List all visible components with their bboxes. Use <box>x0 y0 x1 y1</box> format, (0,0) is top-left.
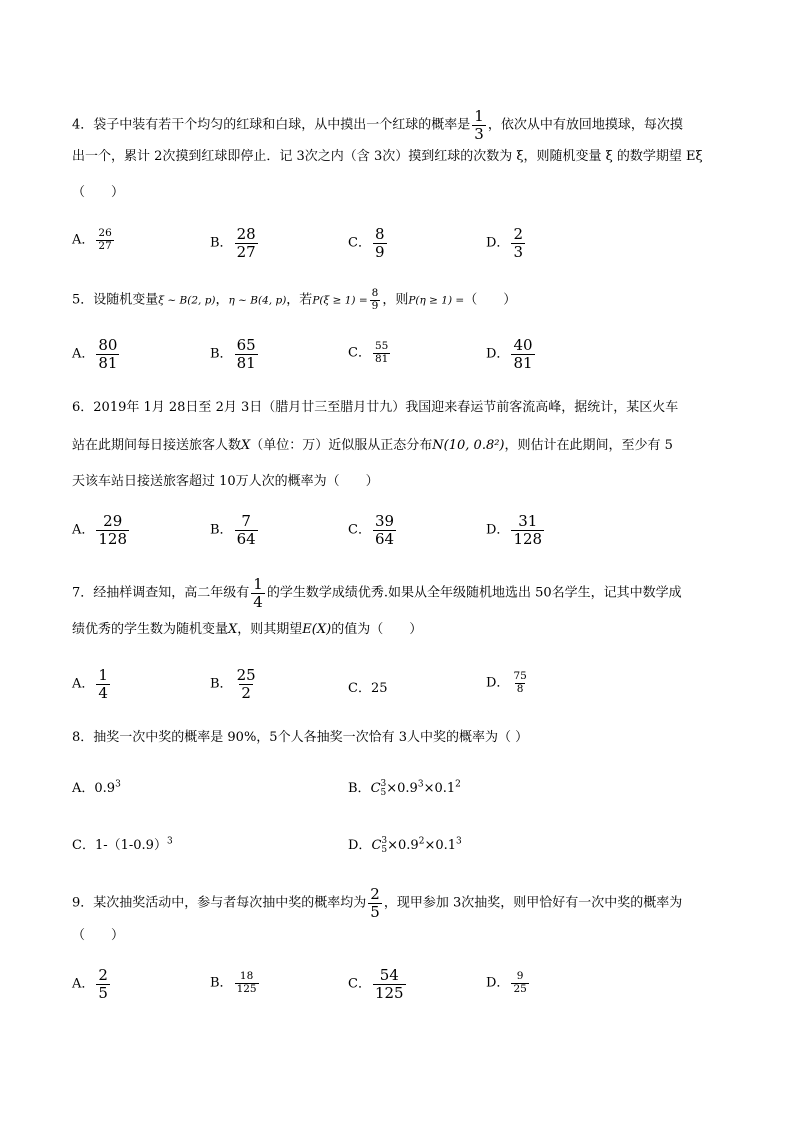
option-fraction <box>373 513 396 547</box>
q4-option-d <box>486 226 527 260</box>
frac-den: 9 <box>374 242 385 261</box>
q6-text-a: 站在此期间每日接送旅客人数 <box>72 438 242 453</box>
q7-option-a <box>72 667 112 701</box>
q5-option-d <box>486 337 537 371</box>
frac-num: 39 <box>374 512 395 530</box>
q7-option-c <box>348 677 388 696</box>
frac-num: 7 <box>241 512 251 530</box>
q9-option-a <box>72 967 112 1001</box>
option-value: 25 <box>370 681 388 696</box>
q9-fraction <box>368 886 382 920</box>
option-fraction <box>96 228 113 252</box>
frac-num: 1 <box>474 107 484 125</box>
frac-den: 64 <box>374 529 395 548</box>
frac-den: 5 <box>370 902 380 921</box>
option-exponent: 3 <box>115 779 121 790</box>
q8-option-c <box>72 834 173 853</box>
q8-option-b <box>348 777 461 798</box>
q4-text-a: 4．袋子中装有若干个均匀的红球和白球，从中摸出一个红球的概率是 <box>72 117 471 133</box>
q5-fraction <box>370 288 381 312</box>
frac-num: 28 <box>236 225 256 243</box>
q6-text-b: （单位：万）近似服从正态分布 <box>250 438 433 453</box>
option-fraction <box>96 337 119 371</box>
option-text: 1-（1-0.9） <box>94 838 167 853</box>
comb-sup: 3 <box>381 835 388 846</box>
q4-text-b: ，依次从中有放回地摸球，每次摸 <box>487 117 683 133</box>
option-label: A． <box>72 676 95 692</box>
frac-num: 9 <box>516 970 524 982</box>
option-base: 0.9 <box>94 781 116 796</box>
q7-stem-line2 <box>72 620 422 640</box>
term1-exp: 3 <box>417 779 424 790</box>
frac-den: 27 <box>236 242 256 261</box>
option-label: C． <box>72 838 95 853</box>
frac-num: 2 <box>370 885 380 903</box>
q9-text-a: 9．某次抽奖活动中，参与者每次抽中奖的概率均为 <box>72 895 367 911</box>
frac-num: 8 <box>374 225 385 243</box>
q5-text-c: ，则 <box>382 292 409 308</box>
option-fraction <box>96 667 110 701</box>
option-label: B． <box>210 522 233 538</box>
option-label: C． <box>348 235 371 251</box>
option-fraction <box>96 513 129 547</box>
option-fraction <box>235 971 259 995</box>
option-fraction <box>511 337 534 371</box>
q7-text-b: 的学生数学成绩优秀.如果从全年级随机地选出 50名学生，记其中数学成 <box>266 585 682 601</box>
q9-option-d <box>486 971 531 995</box>
frac-den: 128 <box>98 529 128 548</box>
frac-num: 80 <box>98 336 118 354</box>
frac-den: 81 <box>513 353 533 372</box>
q9-stem-line1 <box>72 886 682 920</box>
option-fraction <box>511 971 528 995</box>
term1-exp: 2 <box>418 836 425 847</box>
option-fraction <box>235 513 258 547</box>
option-fraction <box>373 226 387 260</box>
q9-option-b <box>210 971 261 995</box>
q4-option-b <box>210 226 260 260</box>
frac-num: 1 <box>253 575 263 593</box>
frac-den: 81 <box>98 353 118 372</box>
q4-stem-line1 <box>72 108 683 142</box>
frac-den: 8 <box>516 682 524 695</box>
frac-den: 9 <box>371 299 379 312</box>
q7-option-b <box>210 667 260 701</box>
q5-text-a: 5．设随机变量 <box>72 292 159 308</box>
q6-stem-line2 <box>72 436 673 456</box>
option-label: B． <box>210 235 233 251</box>
option-label: B． <box>210 975 233 991</box>
frac-num: 75 <box>513 670 527 682</box>
q9-text-b: ，现甲参加 3次抽奖，则甲恰好有一次中奖的概率为 <box>383 895 683 911</box>
term1: ×0.9 <box>387 838 419 853</box>
frac-num: 31 <box>518 512 538 530</box>
comb-sub: 5 <box>381 844 388 855</box>
frac-den: 4 <box>98 683 108 702</box>
q8-option-d <box>348 834 462 855</box>
q5-sep: ， <box>215 292 229 308</box>
q5-option-b <box>210 337 260 371</box>
option-label: A． <box>72 346 95 362</box>
q6-text-c: ，则估计在此期间，至少有 5 <box>504 438 673 453</box>
frac-num: 65 <box>236 336 256 354</box>
option-fraction <box>511 671 528 695</box>
q6-option-c <box>348 513 398 547</box>
option-label: A． <box>72 232 95 248</box>
q6-option-a <box>72 513 131 547</box>
frac-num: 8 <box>371 287 379 299</box>
frac-den: 3 <box>513 242 523 261</box>
option-fraction <box>235 667 258 701</box>
comb-sub: 5 <box>380 787 387 798</box>
frac-den: 128 <box>513 529 543 548</box>
option-fraction <box>511 226 525 260</box>
q5-cond: P(ξ ≥ 1) = <box>312 294 368 307</box>
option-fraction <box>96 967 110 1001</box>
option-label: A． <box>72 522 95 538</box>
q6-stem-line3: 天该车站日接送旅客超过 10万人次的概率为（ ） <box>72 474 379 489</box>
q5-option-c <box>348 341 392 365</box>
term2: ×0.1 <box>424 838 457 853</box>
frac-num: 55 <box>374 340 389 352</box>
frac-num: 2 <box>513 225 523 243</box>
q9-option-c <box>348 967 408 1001</box>
frac-den: 25 <box>513 982 527 995</box>
q7-expect: E(X) <box>302 622 332 637</box>
frac-num: 2 <box>98 966 108 984</box>
option-label: D． <box>486 346 510 362</box>
q5-option-a <box>72 337 121 371</box>
frac-den: 3 <box>474 124 484 143</box>
q6-stem-line1: 6．2019年 1月 28日至 2月 3日（腊月廿三至腊月廿九）我国迎来春运节前客流高峰，据统计，某区火车 <box>72 400 679 415</box>
option-label: D． <box>486 235 510 251</box>
q7-stem-line1 <box>72 576 682 610</box>
q6-var: X <box>241 438 251 453</box>
frac-num: 54 <box>379 966 399 984</box>
frac-num: 26 <box>98 227 112 239</box>
q7-text-c2: 的值为（ ） <box>331 622 423 637</box>
option-label: A． <box>72 976 95 992</box>
q5-stem <box>72 288 516 312</box>
q5-text-b: ，若 <box>286 292 313 308</box>
frac-den: 27 <box>98 239 112 252</box>
q6-normal: N(10, 0.8²) <box>432 438 505 453</box>
frac-den: 81 <box>374 352 389 365</box>
q7-fraction <box>251 576 265 610</box>
term2-exp: 3 <box>456 836 462 847</box>
q7-var: X <box>228 622 238 637</box>
option-label: B． <box>210 346 233 362</box>
q4-fraction <box>472 108 486 142</box>
frac-den: 81 <box>236 353 256 372</box>
option-fraction <box>235 337 258 371</box>
q8-stem: 8．抽奖一次中奖的概率是 90%，5个人各抽奖一次恰有 3人中奖的概率为（ ） <box>72 730 529 745</box>
q8-option-a <box>72 777 121 796</box>
q7-text-a2: 绩优秀的学生数为随机变量 <box>72 622 229 637</box>
term2: ×0.1 <box>423 781 456 796</box>
frac-num: 40 <box>513 336 533 354</box>
option-label: B． <box>348 781 371 796</box>
q9-paren: （ ） <box>72 928 125 943</box>
option-label: D． <box>486 522 510 538</box>
comb-sup: 3 <box>380 778 387 789</box>
option-label: C． <box>348 681 371 696</box>
q5-dist2: η ~ B(4, p) <box>228 294 287 307</box>
q5-ask: P(η ≥ 1) = <box>408 294 465 307</box>
option-fraction <box>511 513 544 547</box>
q6-option-d <box>486 513 546 547</box>
option-label: C． <box>348 345 371 361</box>
option-label: D． <box>348 838 372 853</box>
q4-option-a <box>72 228 116 252</box>
option-label: B． <box>210 676 233 692</box>
frac-den: 2 <box>241 683 251 702</box>
option-fraction <box>235 226 258 260</box>
frac-num: 25 <box>236 666 256 684</box>
frac-den: 64 <box>236 529 256 548</box>
q4-paren: （ ） <box>72 185 125 200</box>
option-label: D． <box>486 675 510 691</box>
option-fraction <box>373 341 390 365</box>
q6-option-b <box>210 513 260 547</box>
frac-den: 125 <box>236 982 257 995</box>
combination-symbol: C <box>370 781 381 796</box>
option-label: C． <box>348 522 371 538</box>
frac-num: 29 <box>103 512 123 530</box>
q5-paren: （ ） <box>464 292 517 308</box>
option-exponent: 3 <box>166 836 173 847</box>
q4-stem-line2: 出一个，累计 2次摸到红球即停止．记 3次之内（含 3次）摸到红球的次数为 ξ，则随机变量 ξ 的数学期望 Eξ <box>72 149 703 164</box>
term2-exp: 2 <box>455 779 461 790</box>
frac-den: 125 <box>374 983 404 1002</box>
option-label: A． <box>72 781 95 796</box>
frac-den: 5 <box>98 983 108 1002</box>
q7-text-a: 7．经抽样调查知，高二年级有 <box>72 585 250 601</box>
q5-dist1: ξ ~ B(2, p) <box>158 294 216 307</box>
option-label: D． <box>486 975 510 991</box>
q7-text-b2: ，则其期望 <box>237 622 303 637</box>
combination-symbol: C <box>371 838 382 853</box>
option-fraction <box>373 967 406 1001</box>
q7-option-d <box>486 671 531 695</box>
option-label: C． <box>348 976 371 992</box>
frac-den: 4 <box>253 592 263 611</box>
term1: ×0.9 <box>386 781 418 796</box>
frac-num: 1 <box>98 666 108 684</box>
frac-num: 18 <box>239 970 254 982</box>
q4-option-c <box>348 226 389 260</box>
